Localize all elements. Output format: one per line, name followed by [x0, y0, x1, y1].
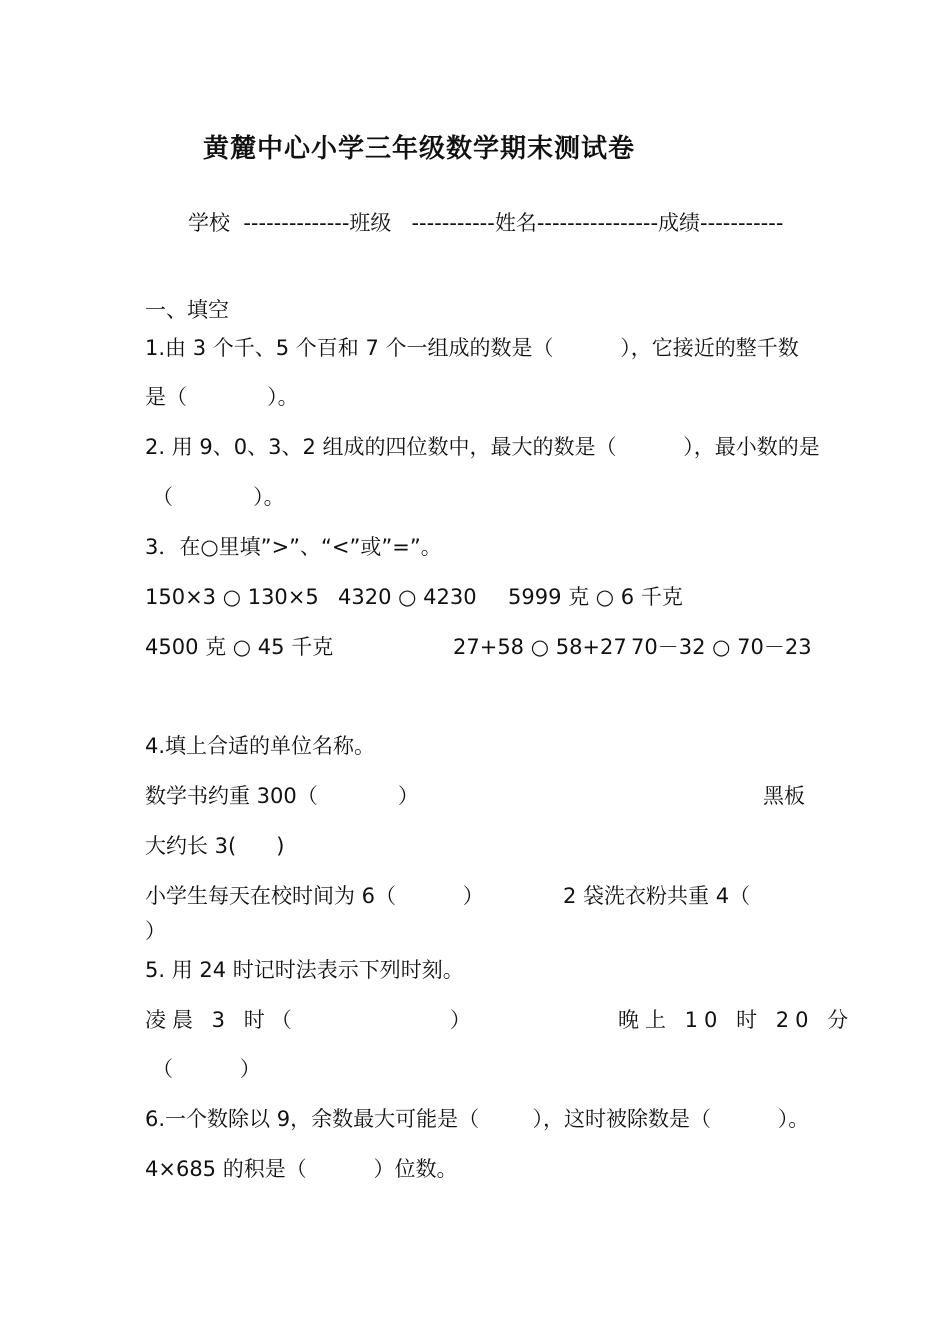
- question-5-item-a: 凌晨 3 时（ ）: [145, 1008, 477, 1032]
- section-heading-fill-in: 一、填空: [145, 298, 229, 322]
- question-4-item-b-end: 大约长 3( ): [145, 834, 285, 858]
- comparison-item: 150×3 ○ 130×5: [145, 585, 319, 609]
- question-4-item-d-start: 2 袋洗衣粉共重 4（: [563, 884, 751, 908]
- question-1-line-1: 1.由 3 个千、5 个百和 7 个一组成的数是（ ），它接近的整千数: [145, 336, 799, 360]
- question-4-item-c: 小学生每天在校时间为 6（ ）: [145, 884, 484, 908]
- question-1-line-2: 是（ ）。: [145, 385, 299, 409]
- question-3-instruction: 3．在○里填”>”、“<”或”=”。: [145, 535, 442, 559]
- comparison-item: 5999 克 ○ 6 千克: [508, 585, 683, 609]
- question-4-item-d-end: ）: [145, 919, 166, 943]
- question-6-line-2: 4×685 的积是（ ）位数。: [145, 1157, 458, 1181]
- question-4-instruction: 4.填上合适的单位名称。: [145, 734, 376, 758]
- question-5-item-b-start: 晚上 10 时 20 分: [618, 1008, 855, 1032]
- comparison-item: 4500 克 ○ 45 千克: [145, 635, 334, 659]
- comparison-item: 4320 ○ 4230: [338, 585, 477, 609]
- exam-title: 黄麓中心小学三年级数学期末测试卷: [203, 134, 636, 164]
- question-4-item-b-start: 黑板: [763, 784, 805, 808]
- question-2-line-1: 2. 用 9、0、3、2 组成的四位数中，最大的数是（ ），最小数的是: [145, 435, 820, 459]
- question-2-line-2: （ ）。: [152, 485, 285, 509]
- question-4-item-a: 数学书约重 300（ ）: [145, 784, 419, 808]
- question-5-item-b-end: （ ）: [152, 1057, 261, 1081]
- student-info-line: 学校 --------------班级 -----------姓名----------------成绩-----------: [188, 211, 784, 235]
- question-5-instruction: 5. 用 24 时记时法表示下列时刻。: [145, 958, 464, 982]
- question-6-line-1: 6.一个数除以 9，余数最大可能是（ ），这时被除数是（ ）。: [145, 1107, 810, 1131]
- comparison-item: 70－32 ○ 70－23: [631, 635, 812, 659]
- comparison-item: 27+58 ○ 58+27: [453, 635, 627, 659]
